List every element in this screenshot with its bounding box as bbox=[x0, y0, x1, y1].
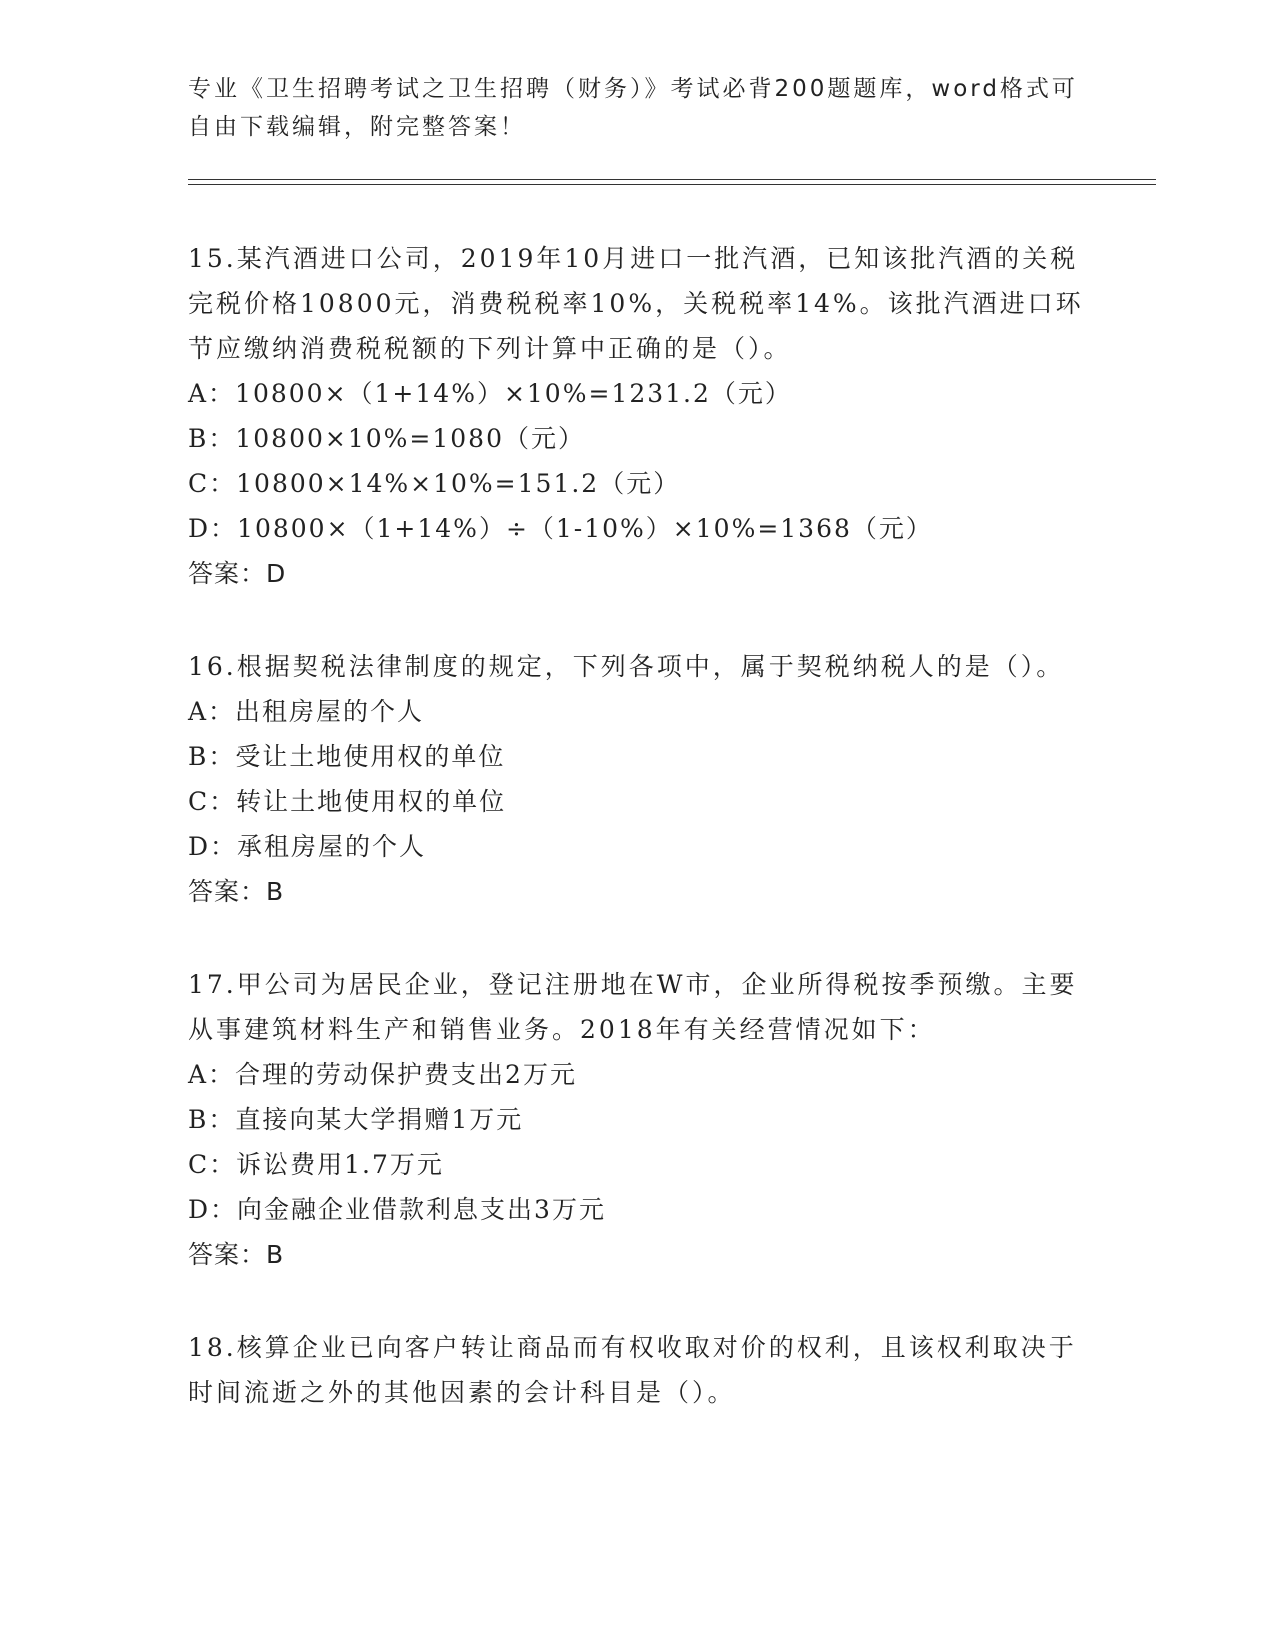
option-c: C：10800×14%×10%=151.2（元） bbox=[188, 469, 681, 498]
question-stem: 18.核算企业已向客户转让商品而有权收取对价的权利，且该权利取决于时间流逝之外的其他因素的会计科目是（）。 bbox=[188, 1333, 1077, 1407]
question-list bbox=[188, 236, 1088, 1415]
option-d: D：向金融企业借款利息支出3万元 bbox=[188, 1195, 606, 1224]
option-d: D：10800×（1+14%）÷（1-10%）×10%=1368（元） bbox=[188, 514, 933, 543]
answer: 答案：D bbox=[188, 559, 287, 588]
option-b: B：直接向某大学捐赠1万元 bbox=[188, 1105, 524, 1134]
answer: 答案：B bbox=[188, 1240, 285, 1269]
option-a: A：10800×（1+14%）×10%=1231.2（元） bbox=[188, 379, 792, 408]
header-divider-top bbox=[188, 179, 1156, 180]
document-header: 专业《卫生招聘考试之卫生招聘（财务）》考试必背200题题库，word格式可自由下载编辑，附完整答案！ bbox=[188, 76, 1078, 140]
option-a: A：合理的劳动保护费支出2万元 bbox=[188, 1060, 577, 1089]
option-c: C：转让土地使用权的单位 bbox=[188, 787, 507, 816]
option-b: B：10800×10%=1080（元） bbox=[188, 424, 585, 453]
answer: 答案：B bbox=[188, 877, 285, 906]
question-18 bbox=[188, 1325, 1088, 1415]
header-divider-bottom bbox=[188, 184, 1156, 185]
question-15 bbox=[188, 236, 1088, 597]
question-stem: 17.甲公司为居民企业，登记注册地在W市，企业所得税按季预缴。主要从事建筑材料生产和销售业务。2018年有关经营情况如下： bbox=[188, 970, 1078, 1044]
question-17 bbox=[188, 962, 1088, 1278]
question-stem: 16.根据契税法律制度的规定，下列各项中，属于契税纳税人的是（）。 bbox=[188, 652, 1065, 681]
option-c: C：诉讼费用1.7万元 bbox=[188, 1150, 444, 1179]
option-b: B：受让土地使用权的单位 bbox=[188, 742, 506, 771]
option-a: A：出租房屋的个人 bbox=[188, 697, 425, 726]
question-16 bbox=[188, 644, 1088, 915]
question-stem: 15.某汽酒进口公司，2019年10月进口一批汽酒，已知该批汽酒的关税完税价格10800元，消费税税率10%，关税税率14%。该批汽酒进口环节应缴纳消费税税额的下列计算中正确的是（）。 bbox=[188, 244, 1084, 363]
option-d: D：承租房屋的个人 bbox=[188, 832, 427, 861]
